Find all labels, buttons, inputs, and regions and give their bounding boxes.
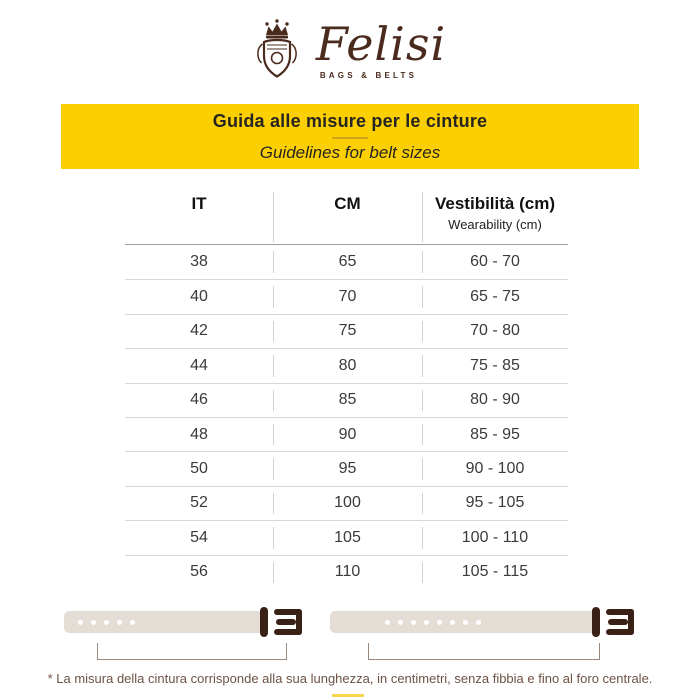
brand-text-block <box>315 16 447 80</box>
table-header-row <box>125 190 568 245</box>
table-row <box>125 314 568 348</box>
belt-hole-dot <box>385 620 390 625</box>
belt-buckle-icon <box>592 602 638 642</box>
table-cell-cm: 105 <box>273 521 422 554</box>
table-row <box>125 245 568 279</box>
table-cell-wear: 65 - 75 <box>422 280 568 313</box>
belt-illustration-short <box>64 602 306 642</box>
table-cell-it: 40 <box>190 288 208 306</box>
table-cell-cm: 85 <box>273 384 422 417</box>
belt-strap <box>330 611 598 633</box>
table-cell-it: 46 <box>190 391 208 409</box>
table-cell-it: 42 <box>190 322 208 340</box>
banner-divider <box>332 137 368 139</box>
belt-hole-dot <box>463 620 468 625</box>
heraldic-crest-icon <box>254 18 300 82</box>
table-row <box>125 520 568 554</box>
belt-hole-dot <box>437 620 442 625</box>
belt-hole-dot <box>91 620 96 625</box>
measurement-bracket <box>368 643 600 660</box>
table-body <box>125 245 568 589</box>
belt-strap <box>64 611 266 633</box>
table-cell-wear: 60 - 70 <box>422 245 568 279</box>
belt-buckle-icon <box>260 602 306 642</box>
table-cell-wear: 100 - 110 <box>422 521 568 554</box>
belt-hole-dot <box>78 620 83 625</box>
col-header-wearability-label: Vestibilità (cm) <box>435 194 555 213</box>
measurement-bracket <box>97 643 287 660</box>
table-cell-wear: 85 - 95 <box>422 418 568 451</box>
belt-hole-dot <box>450 620 455 625</box>
title-banner <box>61 104 639 169</box>
table-row <box>125 383 568 417</box>
brand-logo <box>0 10 700 90</box>
table-cell-cm: 65 <box>273 245 422 279</box>
table-cell-cm: 90 <box>273 418 422 451</box>
table-row <box>125 555 568 589</box>
table-cell-it: 52 <box>190 494 208 512</box>
table-cell-it: 54 <box>190 528 208 546</box>
banner-title-english: Guidelines for belt sizes <box>259 142 441 162</box>
footer-divider <box>332 694 364 697</box>
table-row <box>125 417 568 451</box>
table-cell-cm: 95 <box>273 452 422 485</box>
size-table <box>125 190 568 589</box>
table-cell-it: 56 <box>190 563 208 581</box>
table-cell-cm: 100 <box>273 487 422 520</box>
table-cell-wear: 95 - 105 <box>422 487 568 520</box>
belt-hole-dot <box>476 620 481 625</box>
table-cell-wear: 75 - 85 <box>422 349 568 382</box>
table-cell-cm: 80 <box>273 349 422 382</box>
belt-hole-dot <box>424 620 429 625</box>
col-header-cm-label: CM <box>334 194 361 213</box>
table-cell-it: 50 <box>190 460 208 478</box>
footnote: * La misura della cintura corrisponde alla sua lunghezza, in centimetri, senza fibbia e fino al foro centrale. <box>47 671 653 686</box>
belt-hole-dot <box>411 620 416 625</box>
col-header-wearability <box>422 190 568 238</box>
col-header-cm <box>273 190 422 238</box>
table-cell-it: 38 <box>190 253 208 271</box>
table-cell-cm: 110 <box>273 556 422 589</box>
table-cell-it: 48 <box>190 425 208 443</box>
brand-tagline: BAGS & BELTS <box>319 70 418 80</box>
belt-holes <box>385 620 481 625</box>
table-cell-wear: 105 - 115 <box>422 556 568 589</box>
table-row <box>125 348 568 382</box>
col-header-wearability-sublabel: Wearability (cm) <box>448 217 542 232</box>
belt-holes <box>78 620 135 625</box>
table-row <box>125 451 568 485</box>
table-cell-cm: 75 <box>273 315 422 348</box>
table-row <box>125 279 568 313</box>
belt-hole-dot <box>130 620 135 625</box>
belt-hole-dot <box>398 620 403 625</box>
table-cell-it: 44 <box>190 356 208 374</box>
banner-title-italian: Guida alle misure per le cinture <box>212 110 488 131</box>
belt-hole-dot <box>117 620 122 625</box>
brand-name: Felisi <box>315 16 447 71</box>
table-cell-wear: 80 - 90 <box>422 384 568 417</box>
col-header-it <box>125 190 273 238</box>
belt-illustration-long <box>330 602 638 642</box>
belt-hole-dot <box>104 620 109 625</box>
table-cell-cm: 70 <box>273 280 422 313</box>
table-row <box>125 486 568 520</box>
col-header-it-label: IT <box>191 194 207 213</box>
table-cell-wear: 70 - 80 <box>422 315 568 348</box>
table-cell-wear: 90 - 100 <box>422 452 568 485</box>
